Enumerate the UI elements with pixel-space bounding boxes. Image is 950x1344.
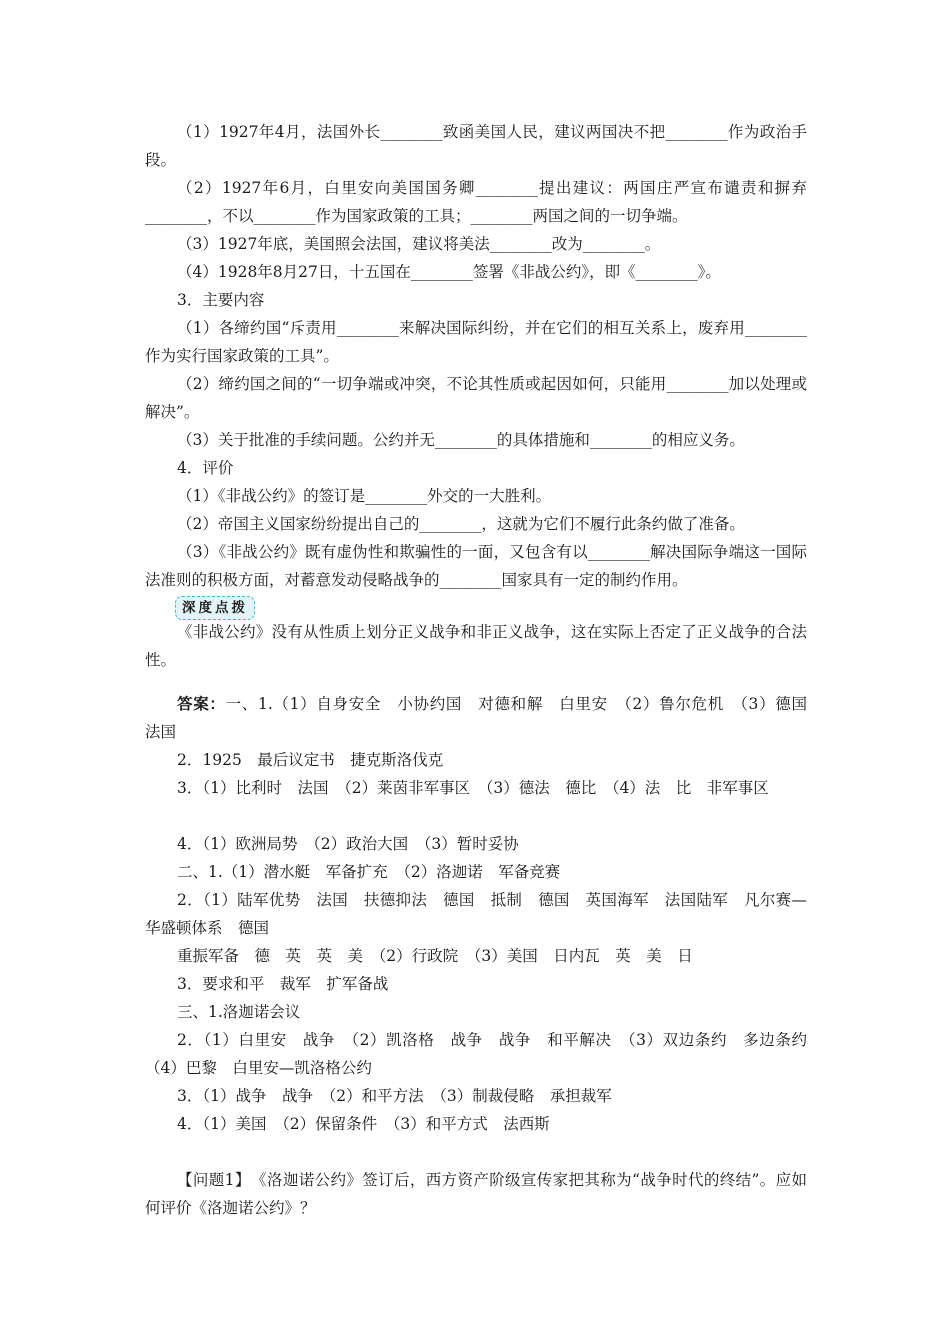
paragraph-1927-june: （2）1927年6月，白里安向美国国务卿________提出建议：两国庄严宣布谴责和摒弃________，不以________作为国家政策的工具；________两国之间的一切争端。 bbox=[145, 179, 807, 225]
paragraph-1927-end: （3）1927年底，美国照会法国，建议将美法________改为________。 bbox=[177, 235, 661, 253]
answers-first-line bbox=[145, 690, 823, 746]
deep-insight-tag: 深度点拨 bbox=[175, 596, 255, 620]
paragraph-content-3: （3）关于批准的手续问题。公约并无________的具体措施和________的相应义务。 bbox=[177, 431, 745, 449]
question-text: 《洛迦诺公约》签订后，西方资产阶级宣传家把其称为“战争时代的终结”。应如何评价《洛迦诺公约》？ bbox=[145, 1171, 807, 1217]
section-heading-evaluation: 4．评价 bbox=[177, 459, 234, 477]
answer-line: 重振军备 德 英 英 美 （2）行政院 （3）美国 日内瓦 英 美 日 bbox=[177, 947, 693, 965]
answer-line: 三、1.洛迦诺会议 bbox=[177, 1003, 301, 1021]
answer-line: 3．（1）比利时 法国 （2）莱茵非军事区 （3）德法 德比 （4）法 比 非军事区 bbox=[177, 779, 769, 797]
answer-line: 4．（1）欧洲局势 （2）政治大国 （3）暂时妥协 bbox=[177, 835, 519, 853]
answer-line: 2．1925 最后议定书 捷克斯洛伐克 bbox=[177, 751, 444, 769]
answers-first-text: 一、1.（1）自身安全 小协约国 对德和解 白里安 （2）鲁尔危机 （3）德国 法国 bbox=[145, 695, 823, 741]
answers-label: 答案： bbox=[177, 694, 226, 713]
answer-line: 二、1.（1）潜水艇 军备扩充 （2）洛迦诺 军备竞赛 bbox=[177, 863, 561, 881]
section-heading-main-content: 3．主要内容 bbox=[177, 291, 265, 309]
paragraph-evaluation-2: （2）帝国主义国家纷纷提出自己的________，这就为它们不履行此条约做了准备。 bbox=[177, 515, 745, 533]
question-1 bbox=[145, 1166, 807, 1222]
answer-line: 3．要求和平 裁军 扩军备战 bbox=[177, 975, 389, 993]
paragraph-1928-signing: （4）1928年8月27日，十五国在________签署《非战公约》，即《________》。 bbox=[177, 263, 721, 281]
paragraph-content-2: （2）缔约国之间的“一切争端或冲突，不论其性质或起因如何，只能用________加以处理或解决”。 bbox=[145, 375, 807, 421]
insight-note: 《非战公约》没有从性质上划分正义战争和非正义战争，这在实际上否定了正义战争的合法性。 bbox=[145, 623, 807, 669]
question-label: 【问题1】 bbox=[177, 1171, 243, 1189]
answer-line: 3．（1）战争 战争 （2）和平方法 （3）制裁侵略 承担裁军 bbox=[177, 1087, 612, 1105]
paragraph-evaluation-3: （3）《非战公约》既有虚伪性和欺骗性的一面，又包含有以________解决国际争端这一国际法准则的积极方面，对蓄意发动侵略战争的________国家具有一定的制约作用。 bbox=[145, 543, 807, 589]
paragraph-content-1: （1）各缔约国“斥责用________来解决国际纠纷，并在它们的相互关系上，废弃用________作为实行国家政策的工具”。 bbox=[145, 319, 807, 365]
answer-line: 2．（1）陆军优势 法国 扶德抑法 德国 抵制 德国 英国海军 法国陆军 凡尔赛—华盛顿体系 德国 bbox=[145, 891, 807, 937]
answer-line: 2．（1）白里安 战争 （2）凯洛格 战争 战争 和平解决 （3）双边条约 多边条约 （4）巴黎 白里安—凯洛格公约 bbox=[145, 1031, 823, 1077]
answer-line: 4．（1）美国 （2）保留条件 （3）和平方式 法西斯 bbox=[177, 1115, 550, 1133]
paragraph-1927-april: （1）1927年4月，法国外长________致函美国人民，建议两国决不把________作为政治手段。 bbox=[145, 123, 807, 169]
paragraph-evaluation-1: （1）《非战公约》的签订是________外交的一大胜利。 bbox=[177, 487, 552, 505]
